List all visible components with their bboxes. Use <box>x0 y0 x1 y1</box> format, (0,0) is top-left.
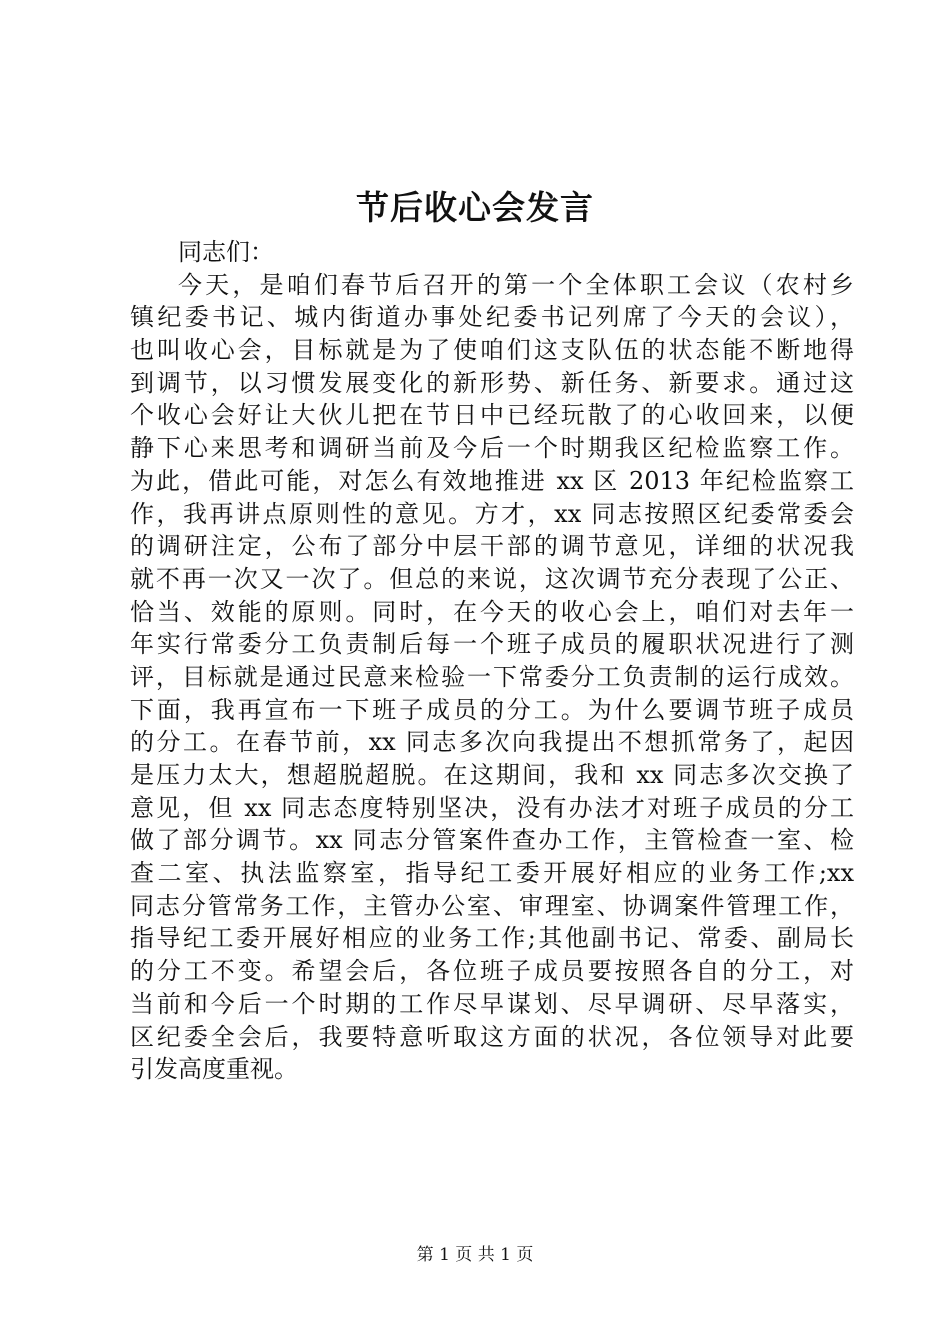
paragraph-line: 恰当、效能的原则。同时，在今天的收心会上，咱们对去年一 <box>130 597 854 626</box>
paragraph-line: 做了部分调节。xx 同志分管案件查办工作，主管检查一室、检 <box>130 826 854 855</box>
paragraph-line: 是压力太大，想超脱超脱。在这期间，我和 xx 同志多次交换了 <box>130 761 854 789</box>
paragraph-line: 意见，但 xx 同志态度特别坚决，没有办法才对班子成员的分工 <box>130 793 854 822</box>
paragraph-line: 镇纪委书记、城内街道办事处纪委书记列席了今天的会议）， <box>130 303 854 332</box>
page-footer: 第 1 页 共 1 页 <box>416 1245 534 1265</box>
paragraph-line: 也叫收心会，目标就是为了使咱们这支队伍的状态能不断地得 <box>130 336 854 365</box>
paragraph-line: 作，我再讲点原则性的意见。方才，xx 同志按照区纪委常委会 <box>130 499 854 528</box>
paragraph-line: 评，目标就是通过民意来检验一下常委分工负责制的运行成效。 <box>130 662 854 691</box>
salutation: 同志们： <box>178 238 274 266</box>
paragraph-line: 引发高度重视。 <box>130 1055 298 1084</box>
paragraph-line: 下面，我再宣布一下班子成员的分工。为什么要调节班子成员 <box>130 695 854 724</box>
paragraph-line: 年实行常委分工负责制后每一个班子成员的履职状况进行了测 <box>130 630 854 659</box>
paragraph-line: 今天，是咱们春节后召开的第一个全体职工会议（农村乡 <box>178 270 854 299</box>
paragraph-line: 为此，借此可能，对怎么有效地推进 xx 区 2013 年纪检监察工 <box>130 466 854 495</box>
paragraph-line: 指导纪工委开展好相应的业务工作;其他副书记、常委、副局长 <box>130 924 854 953</box>
document-body <box>130 236 854 1086</box>
paragraph-line: 当前和今后一个时期的工作尽早谋划、尽早调研、尽早落实， <box>130 989 854 1018</box>
paragraph-line: 静下心来思考和调研当前及今后一个时期我区纪检监察工作。 <box>130 434 854 463</box>
paragraph-line: 查二室、执法监察室，指导纪工委开展好相应的业务工作;xx <box>130 859 854 888</box>
paragraph-line: 的分工不变。希望会后，各位班子成员要按照各自的分工，对 <box>130 957 854 986</box>
paragraph-line: 的分工。在春节前，xx 同志多次向我提出不想抓常务了，起因 <box>130 728 854 757</box>
paragraph-line: 的调研注定，公布了部分中层干部的调节意见，详细的状况我 <box>130 532 854 561</box>
document-title: 节后收心会发言 <box>356 188 594 227</box>
paragraph-line: 就不再一次又一次了。但总的来说，这次调节充分表现了公正、 <box>130 564 854 593</box>
paragraph-line: 个收心会好让大伙儿把在节日中已经玩散了的心收回来，以便 <box>130 401 854 430</box>
paragraph-line: 到调节，以习惯发展变化的新形势、新任务、新要求。通过这 <box>130 368 854 397</box>
paragraph-line: 同志分管常务工作，主管办公室、审理室、协调案件管理工作， <box>130 891 854 920</box>
paragraph-line: 区纪委全会后，我要特意听取这方面的状况，各位领导对此要 <box>130 1022 854 1051</box>
